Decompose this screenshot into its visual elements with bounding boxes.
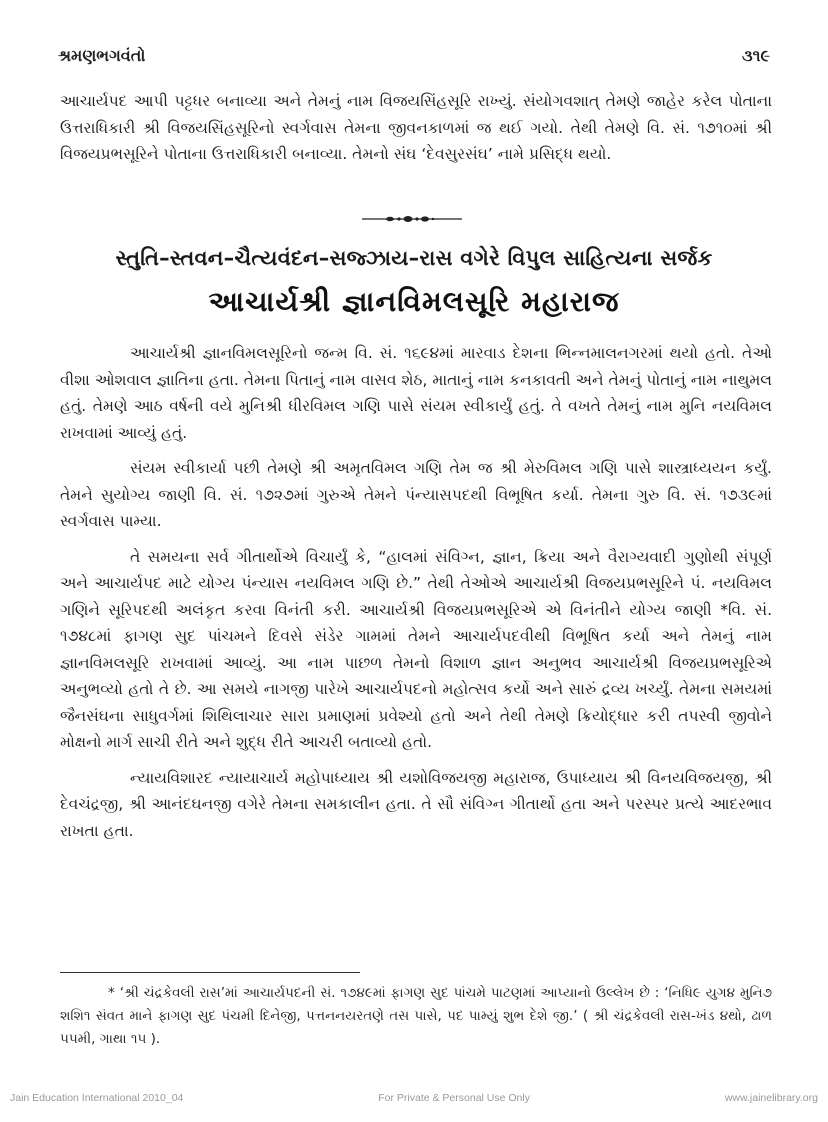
page-footer	[10, 1092, 818, 1104]
paragraph: સંયમ સ્વીકાર્યા પછી તેમણે શ્રી અમૃતવિમલ ગણિ તેમ જ શ્રી મેરુવિમલ ગણિ પાસે શાસ્ત્રાધ્યયન કર્યું. તેમને સુયોગ્ય જાણી વિ. સં. ૧૭૨૭માં ગુરુએ તેમને પંન્યાસપદથી વિભૂષિત કર્યા. તેમના ગુરુ વિ. સં. ૧૭૩૯માં સ્વર્ગવાસ પામ્યા.	[60, 459, 772, 530]
page-number: ૩૧૯	[742, 46, 770, 65]
running-head	[58, 44, 770, 68]
footer-website-link[interactable]: www.jainelibrary.org	[724, 1092, 818, 1104]
section-title: આચાર્યશ્રી જ્ઞાનવિમલસૂરિ મહારાજ	[208, 285, 620, 318]
continued-paragraph: આચાર્યપદ આપી પટ્ટધર બનાવ્યા અને તેમનું નામ વિજયસિંહસૂરિ રાખ્યું. સંયોગવશાત્ તેમણે જાહેર કરેલ પોતાના ઉત્તરાધિકારી શ્રી વિજયસિંહસૂરિનો સ્વર્ગવાસ તેમના જીવનકાળમાં જ થઈ ગયો. તેથી તેમણે વિ. સં. ૧૭૧૦માં શ્રી વિજયપ્રભસૂરિને પોતાના ઉત્તરાધિકારી બનાવ્યા. તેમનો સંઘ ‘દેવસુરસંઘ’ નામે પ્રસિદ્ધ થયો.	[60, 92, 772, 163]
section-body	[60, 340, 772, 853]
ornament-divider-icon	[362, 214, 462, 224]
paragraph: આચાર્યશ્રી જ્ઞાનવિમલસૂરિનો જન્મ વિ. સં. ૧૬૯૪માં મારવાડ દેશના ભિન્નમાલનગરમાં થયો હતો. તેઓ વીશા ઓશવાલ જ્ઞાતિના હતા. તેમના પિતાનું નામ વાસવ શેઠ, માતાનું નામ કનકાવતી અને તેમનું પોતાનું નામ નાથુમલ હતું. તેમણે આઠ વર્ષની વયે મુનિશ્રી ધીરવિમલ ગણિ પાસે સંયમ સ્વીકાર્યું હતું. તે વખતે તેમનું નામ મુનિ નયવિમલ રાખવામાં આવ્યું હતું.	[60, 344, 772, 442]
footnote-rule	[60, 972, 360, 973]
paragraph: તે સમયના સર્વ ગીતાર્થોએ વિચાર્યું કે, “હાલમાં સંવિગ્ન, જ્ઞાન, ક્રિયા અને વૈરાગ્યવાદી ગુણોથી સંપૂર્ણ અને આચાર્યપદ માટે યોગ્ય પંન્યાસ નયવિમલ ગણિ છે.” તેથી તેઓએ આચાર્યશ્રી વિજયપ્રભસૂરિને પં. નયવિમલ ગણિને સૂરિપદથી અલંકૃત કરવા વિનંતી કરી. આચાર્યશ્રી વિજયપ્રભસૂરિએ એ વિનંતીને યોગ્ય જાણી *વિ. સં. ૧૭૪૮માં ફાગણ સુદ પાંચમને દિવસે સંડેર ગામમાં તેમને આચાર્યપદવીથી વિભૂષિત કર્યા અને તેમનું નામ જ્ઞાનવિમલસૂરિ રાખવામાં આવ્યું. આ નામ પાછળ તેમનો વિશાળ જ્ઞાન અનુભવ આચાર્યશ્રી વિજયપ્રભસૂરિએ અનુભવ્યો હતો તે છે. આ સમયે નાગજી પારેખે આચાર્યપદનો મહોત્સવ કર્યો અને સારું દ્રવ્ય ખર્ચ્યું. તેમના સમયમાં જૈનસંઘના સાધુવર્ગમાં શિથિલાચાર સારા પ્રમાણમાં પ્રવેશ્યો હતો અને તેથી તેમણે ક્રિયોદ્ધાર કરી તપસ્વી જીવોને મોક્ષનો માર્ગ સાચી રીતે અને શુદ્ધ રીતે આચરી બતાવ્યો હતો.	[60, 547, 772, 751]
section-subtitle: સ્તુતિ–સ્તવન–ચૈત્યવંદન–સજ્ઝાય–રાસ વગેરે વિપુલ સાહિત્યના સર્જક	[115, 246, 713, 270]
footer-publisher: Jain Education International 2010_04	[10, 1092, 184, 1104]
paragraph: ન્યાયવિશારદ ન્યાયાચાર્ય મહોપાધ્યાય શ્રી યશોવિજયજી મહારાજ, ઉપાધ્યાય શ્રી વિનયવિજયજી, શ્રી દેવચંદ્રજી, શ્રી આનંદઘનજી વગેરે તેમના સમકાલીન હતા. તે સૌ સંવિગ્ન ગીતાર્થો હતા અને પરસ્પર પ્રત્યે આદરભાવ રાખતા હતા.	[60, 768, 772, 840]
footnote: * ‘શ્રી ચંદ્રકેવલી રાસ’માં આચાર્યપદની સં. ૧૭૪૯માં ફાગણ સુદ પાંચમે પાટણમાં આપ્યાનો ઉલ્લેખ છે : ‘નિધિ૯ યુગ૪ મુનિ૭ શશિ૧ સંવત માને ફાગણ સુદ પંચમી દિનેજી, પત્તનનયરતણે તસ પાસે, પદ પામ્યું શુભ દેશે જી.’ ( શ્રી ચંદ્રકેવલી રાસ-ખંડ ૪થો, ઢાળ ૫૫મી, ગાથા ૧૫ ).	[60, 985, 772, 1047]
running-head-title: શ્રમણભગવંતો	[58, 46, 146, 65]
footer-usage-note: For Private & Personal Use Only	[378, 1092, 530, 1104]
